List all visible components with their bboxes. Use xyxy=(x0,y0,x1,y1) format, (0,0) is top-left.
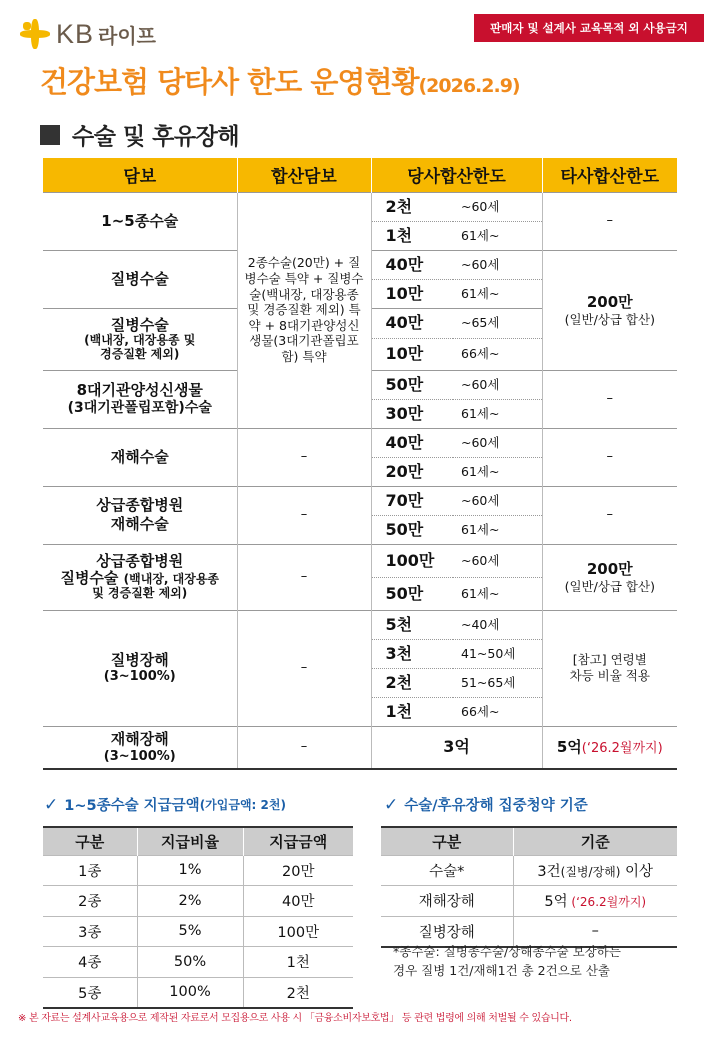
limit-age: ~60세 xyxy=(453,370,542,399)
other-limit-amount: 200만 xyxy=(586,559,633,578)
coverage-cell: 재해수술 xyxy=(43,428,237,486)
coverage-cell xyxy=(43,370,237,428)
header-amount: 지급금액 xyxy=(243,827,353,855)
usage-warning-badge: 판매자 및 설계사 교육목적 외 사용금지 xyxy=(474,14,704,42)
limit-amount: 50만 xyxy=(371,370,453,399)
cell: 1종 xyxy=(43,855,137,886)
table-row xyxy=(43,886,353,917)
coverage-sub: (백내장, 대장용종 및 xyxy=(84,332,196,347)
footnote-line1: *종수술: 질병종수술/상해종수술 보장하는 xyxy=(393,944,621,959)
cell: 1% xyxy=(137,855,243,886)
limit-age: 61세~ xyxy=(453,221,542,250)
header-criteria: 기준 xyxy=(513,827,677,855)
other-limit-note: (일반/상급 합산) xyxy=(564,311,655,327)
other-note-line1: [참고] 연령별 xyxy=(572,652,647,668)
cell: – xyxy=(513,916,677,947)
combined-cell: – xyxy=(237,428,371,486)
coverage-main: 질병수술 xyxy=(110,315,169,334)
table-row xyxy=(43,610,677,639)
header-combined: 합산담보 xyxy=(237,158,371,192)
limit-table-header xyxy=(43,158,677,192)
combined-cell: – xyxy=(237,544,371,610)
other-limit-cell: – xyxy=(542,428,677,486)
criteria-value-note: (‘26.2월까지) xyxy=(567,895,647,910)
coverage-cell xyxy=(43,308,237,370)
other-limit-amount: 200만 xyxy=(586,292,633,311)
kb-life-logo xyxy=(18,14,156,54)
limit-age: 66세~ xyxy=(453,697,542,726)
check-icon: ✓ xyxy=(44,794,59,815)
limit-age: ~60세 xyxy=(453,192,542,221)
table-row xyxy=(381,886,677,917)
criteria-footnote xyxy=(393,943,693,981)
coverage-cell xyxy=(43,486,237,544)
limit-amount: 40만 xyxy=(371,428,453,457)
coverage-cell: 질병수술 xyxy=(43,250,237,308)
combined-coverage-cell: 2종수술(20만) + 질병수술 특약 + 질병수술(백내장, 대장용종 및 경증질환 제외) 특약 + 8대기관양성신생물(3대기관폴립포함) 특약 xyxy=(237,192,371,428)
coverage-sub: (백내장, 대장용종 xyxy=(123,572,220,587)
limit-amount: 50만 xyxy=(371,577,453,610)
coverage-cell xyxy=(43,544,237,610)
table-row xyxy=(43,192,677,221)
cell: 5종 xyxy=(43,977,137,1008)
limit-amount: 2천 xyxy=(371,192,453,221)
table-row xyxy=(381,855,677,886)
check-icon: ✓ xyxy=(384,794,399,815)
cell: 100% xyxy=(137,977,243,1008)
limit-amount: 20만 xyxy=(371,457,453,486)
limit-amount: 40만 xyxy=(371,250,453,279)
limit-age: 41~50세 xyxy=(453,639,542,668)
table-row xyxy=(43,855,353,886)
other-limit-note: (‘26.2월까지) xyxy=(581,740,663,756)
header-category: 구분 xyxy=(381,827,513,855)
criteria-value: 5억 xyxy=(544,894,568,911)
kb-star-logo-icon xyxy=(18,17,52,51)
section-title xyxy=(40,118,239,151)
limit-amount: 1천 xyxy=(371,221,453,250)
other-limit-cell xyxy=(542,726,677,769)
section-title-text: 수술 및 후유장해 xyxy=(72,124,240,150)
coverage-sub: (3~100%) xyxy=(103,748,176,764)
table-row xyxy=(43,947,353,978)
payment-section-heading xyxy=(44,794,286,815)
coverage-line1: 상급종합병원 xyxy=(96,551,184,570)
cell xyxy=(513,886,677,917)
table-row xyxy=(43,726,677,769)
header-category: 구분 xyxy=(43,827,137,855)
other-limit-cell: – xyxy=(542,192,677,250)
limit-age: ~65세 xyxy=(453,308,542,338)
payment-heading-text: 1~5종수술 지급금액 xyxy=(64,798,200,814)
combined-cell: – xyxy=(237,610,371,726)
criteria-value-note: (질병/장해) xyxy=(560,864,621,879)
limit-age: 61세~ xyxy=(453,577,542,610)
other-limit-note: (일반/상급 합산) xyxy=(564,578,655,594)
header-coverage: 담보 xyxy=(43,158,237,192)
criteria-table-header xyxy=(381,827,677,855)
limit-age: 51~65세 xyxy=(453,668,542,697)
criteria-value-tail: 이상 xyxy=(620,863,654,880)
combined-cell: – xyxy=(237,726,371,769)
limit-amount: 100만 xyxy=(371,544,453,577)
other-limit-amount: 5억 xyxy=(556,737,582,756)
limit-amount: 30만 xyxy=(371,399,453,428)
cell: 20만 xyxy=(243,855,353,886)
coverage-sub2: 경증질환 제외) xyxy=(100,346,180,361)
limit-amount: 1천 xyxy=(371,697,453,726)
cell: 50% xyxy=(137,947,243,978)
page-title xyxy=(40,60,520,101)
logo-life-text: 라이프 xyxy=(98,23,156,48)
criteria-section-heading xyxy=(384,794,588,815)
coverage-cell xyxy=(43,610,237,726)
table-row xyxy=(43,977,353,1008)
limit-age: 61세~ xyxy=(453,515,542,544)
coverage-sub: (3~100%) xyxy=(103,669,176,685)
limit-age: 61세~ xyxy=(453,457,542,486)
criteria-value: 3건 xyxy=(537,863,561,880)
cell: 3종 xyxy=(43,916,137,947)
square-bullet-icon xyxy=(40,125,60,145)
limit-amount: 2천 xyxy=(371,668,453,697)
cell: 1천 xyxy=(243,947,353,978)
limit-age: ~60세 xyxy=(453,250,542,279)
limit-age: ~60세 xyxy=(453,544,542,577)
criteria-heading-text: 수술/후유장해 집중청약 기준 xyxy=(404,798,588,814)
limit-table xyxy=(43,158,677,770)
payment-table-header xyxy=(43,827,353,855)
cell: 질병장해 xyxy=(381,916,513,947)
other-note-line2: 차등 비율 적용 xyxy=(569,668,650,683)
limit-amount: 3억 xyxy=(371,726,542,769)
limit-amount: 50만 xyxy=(371,515,453,544)
other-limit-cell xyxy=(542,250,677,370)
coverage-main: 재해장해 xyxy=(110,729,169,748)
cell: 5% xyxy=(137,916,243,947)
header-our-limit: 당사합산한도 xyxy=(371,158,542,192)
limit-age: ~60세 xyxy=(453,486,542,515)
payment-table xyxy=(43,826,353,1009)
coverage-cell xyxy=(43,726,237,769)
coverage-line2: 질병수술 xyxy=(60,569,119,588)
coverage-cell: 1~5종수술 xyxy=(43,192,237,250)
coverage-sub: (3대기관폴립포함)수술 xyxy=(67,399,212,416)
limit-amount: 70만 xyxy=(371,486,453,515)
limit-age: ~40세 xyxy=(453,610,542,639)
limit-age: 61세~ xyxy=(453,399,542,428)
other-limit-cell: – xyxy=(542,370,677,428)
limit-amount: 10만 xyxy=(371,338,453,370)
cell: 재해장해 xyxy=(381,886,513,917)
cell: 40만 xyxy=(243,886,353,917)
cell: 4종 xyxy=(43,947,137,978)
other-limit-cell xyxy=(542,544,677,610)
coverage-main: 8대기관양성신생물 xyxy=(76,380,203,399)
limit-amount: 40만 xyxy=(371,308,453,338)
cell: 2% xyxy=(137,886,243,917)
table-row xyxy=(43,916,353,947)
coverage-main: 질병장해 xyxy=(110,650,169,669)
coverage-line2: 재해수술 xyxy=(110,515,169,533)
limit-age: ~60세 xyxy=(453,428,542,457)
cell: 2종 xyxy=(43,886,137,917)
title-text: 건강보험 당타사 한도 운영현황 xyxy=(40,65,419,99)
header-other-limit: 타사합산한도 xyxy=(542,158,677,192)
table-row xyxy=(43,544,677,577)
cell: 수술* xyxy=(381,855,513,886)
criteria-table xyxy=(381,826,677,948)
limit-age: 61세~ xyxy=(453,279,542,308)
legal-disclaimer: ※ 본 자료는 설계사교육용으로 제작된 자료로서 모집용으로 사용 시 「금융소비자보호법」 등 관련 법령에 의해 처벌될 수 있습니다. xyxy=(18,1013,572,1024)
table-row xyxy=(43,486,677,515)
title-date: (2026.2.9) xyxy=(418,75,520,97)
payment-heading-note: (가입금액: 2천) xyxy=(199,798,286,812)
limit-amount: 5천 xyxy=(371,610,453,639)
logo-kb-text: KB xyxy=(56,18,95,49)
combined-cell: – xyxy=(237,486,371,544)
other-limit-cell xyxy=(542,610,677,726)
limit-amount: 10만 xyxy=(371,279,453,308)
cell xyxy=(513,855,677,886)
cell: 100만 xyxy=(243,916,353,947)
table-row xyxy=(381,916,677,947)
table-row xyxy=(43,428,677,457)
footnote-line2: 경우 질병 1건/재해1건 총 2건으로 산출 xyxy=(393,962,610,978)
coverage-line1: 상급종합병원 xyxy=(96,496,184,515)
other-limit-cell: – xyxy=(542,486,677,544)
limit-amount: 3천 xyxy=(371,639,453,668)
header-ratio: 지급비율 xyxy=(137,827,243,855)
limit-age: 66세~ xyxy=(453,338,542,370)
coverage-sub2: 및 경증질환 제외) xyxy=(92,586,188,601)
cell: 2천 xyxy=(243,977,353,1008)
